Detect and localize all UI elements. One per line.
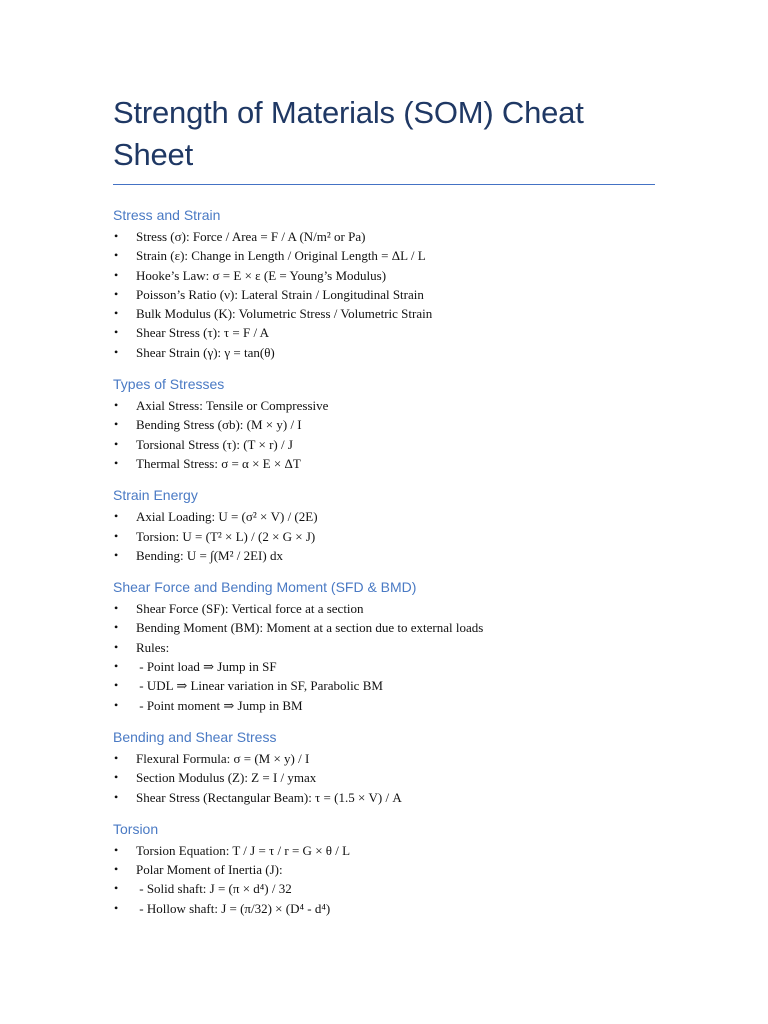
bullet-icon: • [114, 659, 119, 674]
list-item-text: - Point moment ⇒ Jump in BM [136, 697, 303, 713]
section-heading: Shear Force and Bending Moment (SFD & BMD) [113, 579, 417, 596]
list-item-text: Strain (ε): Change in Length / Original Length = ΔL / L [136, 248, 426, 264]
list-item-text: Axial Stress: Tensile or Compressive [136, 398, 329, 414]
bullet-icon: • [114, 789, 119, 804]
bullet-icon: • [114, 678, 119, 693]
section [113, 728, 655, 807]
bullet-list [113, 599, 655, 715]
bullet-icon: • [114, 248, 119, 263]
bullet-icon: • [114, 770, 119, 785]
list-item [113, 343, 655, 362]
bullet-list [113, 396, 655, 473]
list-item [113, 546, 655, 565]
list-item-text: Flexural Formula: σ = (M × y) / I [136, 750, 310, 766]
list-item [113, 227, 655, 246]
list-item-text: Section Modulus (Z): Z = I / ymax [136, 770, 317, 786]
list-item-text: Rules: [136, 639, 170, 655]
list-item [113, 454, 655, 473]
bullet-icon: • [114, 509, 119, 524]
section [113, 375, 655, 473]
list-item [113, 246, 655, 265]
list-item [113, 618, 655, 637]
bullet-list [113, 749, 655, 807]
list-item [113, 285, 655, 304]
list-item [113, 768, 655, 787]
bullet-icon: • [114, 750, 119, 765]
list-item-text: Poisson’s Ratio (ν): Lateral Strain / Longitudinal Strain [136, 286, 424, 302]
bullet-icon: • [114, 325, 119, 340]
list-item [113, 788, 655, 807]
bullet-icon: • [114, 528, 119, 543]
list-item-text: Shear Stress (τ): τ = F / A [136, 325, 269, 341]
list-item-text: Bending Moment (BM): Moment at a section due to external loads [136, 620, 484, 636]
bullet-list [113, 227, 655, 362]
bullet-icon: • [114, 398, 119, 413]
bullet-icon: • [114, 436, 119, 451]
list-item-text: - UDL ⇒ Linear variation in SF, Parabolic BM [136, 678, 383, 694]
list-item-text: Stress (σ): Force / Area = F / A (N/m² or Pa) [136, 229, 366, 244]
list-item [113, 527, 655, 546]
section-heading: Torsion [113, 820, 159, 837]
list-item-text: Polar Moment of Inertia (J): [136, 862, 283, 878]
list-item-text: Thermal Stress: σ = α × E × ΔT [136, 455, 301, 471]
list-item-text: Axial Loading: U = (σ² × V) / (2E) [136, 509, 318, 525]
bullet-list [113, 841, 655, 918]
bullet-icon: • [114, 881, 119, 896]
bullet-icon: • [114, 900, 119, 915]
list-item-text: Bending Stress (σb): (M × y) / I [136, 417, 302, 433]
list-item-text: - Solid shaft: J = (π × d⁴) / 32 [136, 881, 292, 897]
section-heading: Types of Stresses [113, 376, 225, 393]
bullet-icon: • [114, 455, 119, 470]
list-item [113, 435, 655, 454]
list-item [113, 860, 655, 879]
list-item [113, 638, 655, 657]
list-item-text: Bulk Modulus (K): Volumetric Stress / Volumetric Strain [136, 306, 433, 322]
list-item [113, 749, 655, 768]
list-item-text: Torsional Stress (τ): (T × r) / J [136, 436, 293, 452]
list-item [113, 599, 655, 618]
list-item [113, 841, 655, 860]
bullet-icon: • [114, 697, 119, 712]
list-item [113, 304, 655, 323]
list-item [113, 696, 655, 715]
list-item [113, 415, 655, 434]
bullet-icon: • [114, 267, 119, 282]
list-item [113, 507, 655, 526]
section-heading: Strain Energy [113, 487, 198, 504]
list-item-text: Shear Stress (Rectangular Beam): τ = (1.5 × V) / A [136, 789, 402, 805]
section [113, 206, 655, 362]
list-item-text: Shear Strain (γ): γ = tan(θ) [136, 344, 275, 360]
bullet-icon: • [114, 344, 119, 359]
bullet-icon: • [114, 862, 119, 877]
page-title: Strength of Materials (SOM) Cheat Sheet [113, 92, 655, 185]
list-item-text: - Point load ⇒ Jump in SF [136, 659, 277, 675]
bullet-icon: • [114, 417, 119, 432]
section [113, 486, 655, 565]
bullet-icon: • [114, 639, 119, 654]
list-item [113, 396, 655, 415]
bullet-icon: • [114, 306, 119, 321]
list-item [113, 266, 655, 285]
list-item-text: Torsion Equation: T / J = τ / r = G × θ / L [136, 842, 351, 858]
section-heading: Bending and Shear Stress [113, 728, 277, 745]
bullet-icon: • [114, 229, 119, 243]
sections-container [113, 206, 655, 918]
list-item-text: Hooke’s Law: σ = E × ε (E = Young’s Modulus) [136, 267, 387, 283]
list-item [113, 323, 655, 342]
bullet-icon: • [114, 842, 119, 857]
list-item [113, 657, 655, 676]
bullet-icon: • [114, 547, 119, 562]
list-item [113, 879, 655, 898]
list-item-text: - Hollow shaft: J = (π/32) × (D⁴ - d⁴) [136, 900, 331, 916]
list-item-text: Shear Force (SF): Vertical force at a section [136, 601, 364, 617]
list-item-text: Bending: U = ∫(M² / 2EI) dx [136, 547, 283, 563]
list-item-text: Torsion: U = (T² × L) / (2 × G × J) [136, 528, 316, 544]
bullet-icon: • [114, 286, 119, 301]
section [113, 820, 655, 918]
section-heading: Stress and Strain [113, 207, 221, 223]
section [113, 578, 655, 715]
bullet-icon: • [114, 620, 119, 635]
list-item [113, 899, 655, 918]
list-item [113, 676, 655, 695]
bullet-list [113, 507, 655, 565]
bullet-icon: • [114, 601, 119, 616]
